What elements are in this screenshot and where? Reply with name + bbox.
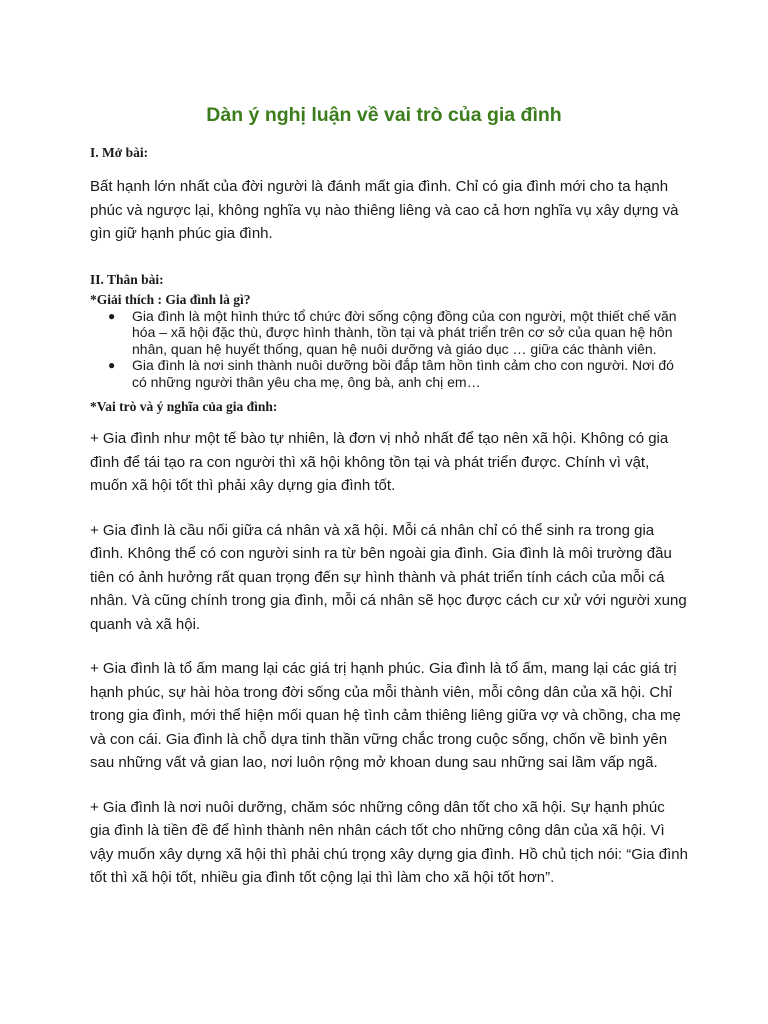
mo-bai-paragraph: Bất hạnh lớn nhất của đời người là đánh mất gia đình. Chỉ có gia đình mới cho ta hạnh phúc và ngược lại, không nghĩa vụ nào thiêng liêng và cao cả hơn nghĩa vụ xây dựng và gìn giữ hạnh phúc gia đình.: [90, 178, 679, 242]
definition-list: [90, 308, 688, 391]
vai-tro-paragraph: + Gia đình như một tế bào tự nhiên, là đơn vị nhỏ nhất để tạo nên xã hội. Không có gia đình để tái tạo ra con người thì xã hội không tồn tại và phát triển được. Chính vì vật, muốn xã hội tốt thì phải xây dựng gia đình tốt.: [90, 430, 669, 494]
vai-tro-paragraph: + Gia đình là cầu nối giữa cá nhân và xã hội. Mỗi cá nhân chỉ có thể sinh ra trong gia đình. Không thể có con người sinh ra từ bên ngoài gia đình. Gia đình là môi trường đầu tiên có ảnh hưởng rất quan trọng đến sự hình thành và phát triển tính cách của mỗi cá nhân. Và cũng chính trong gia đình, mỗi cá nhân sẽ học được cách cư xử với người xung quanh và xã hội.: [90, 521, 687, 633]
subheading-vai-tro: *Vai trò và ý nghĩa của gia đình:: [90, 399, 278, 414]
list-item-text: Gia đình là nơi sinh thành nuôi dưỡng bồi đắp tâm hồn tình cảm cho con người. Nơi đó có những người thân yêu cha mẹ, ông bà, anh chị em…: [132, 357, 674, 390]
vai-tro-paragraph: + Gia đình là nơi nuôi dưỡng, chăm sóc những công dân tốt cho xã hội. Sự hạnh phúc gia đình là tiền đề để hình thành nên nhân cách tốt cho những công dân của xã hội. Vì vậy muốn xây dựng xã hội thì phải chú trọng xây dựng gia đình. Hồ chủ tịch nói: “Gia đình tốt thì xã hội tốt, nhiều gia đình tốt cộng lại thì làm cho xã hội tốt hơn”.: [90, 798, 688, 886]
subheading-giai-thich: *Giải thích : Gia đình là gì?: [90, 291, 251, 307]
list-item: [108, 357, 688, 390]
bullet-icon: ●: [108, 308, 116, 323]
section-heading-than-bai: II. Thân bài:: [90, 271, 164, 287]
list-item: [108, 307, 688, 358]
section-heading-mo-bai: I. Mở bài:: [90, 145, 149, 160]
vai-tro-paragraph: + Gia đình là tổ ấm mang lại các giá trị hạnh phúc. Gia đình là tổ ấm, mang lại các giá trị hạnh phúc, sự hài hòa trong đời sống của mỗi thành viên, mỗi công dân của xã hội. Chỉ trong gia đình, mới thể hiện mối quan hệ tình cảm thiêng liêng giữa vợ và chồng, cha mẹ và con cái. Gia đình là chỗ dựa tinh thần vững chắc trong cuộc sống, chốn về bình yên sau những vất vả gian lao, nơi luôn rộng mở khoan dung sau những sai lầm vấp ngã.: [90, 660, 681, 771]
list-item-text: Gia đình là một hình thức tổ chức đời sống cộng đồng của con người, một thiết chế văn hóa – xã hội đặc thù, được hình thành, tồn tại và phát triển trên cơ sở của quan hệ hôn nhân, quan hệ huyết thống, quan hệ nuôi dưỡng và giáo dục … giữa các thành viên.: [132, 307, 677, 357]
bullet-icon: ●: [108, 358, 116, 372]
document-title: Dàn ý nghị luận về vai trò của gia đình: [206, 104, 562, 126]
